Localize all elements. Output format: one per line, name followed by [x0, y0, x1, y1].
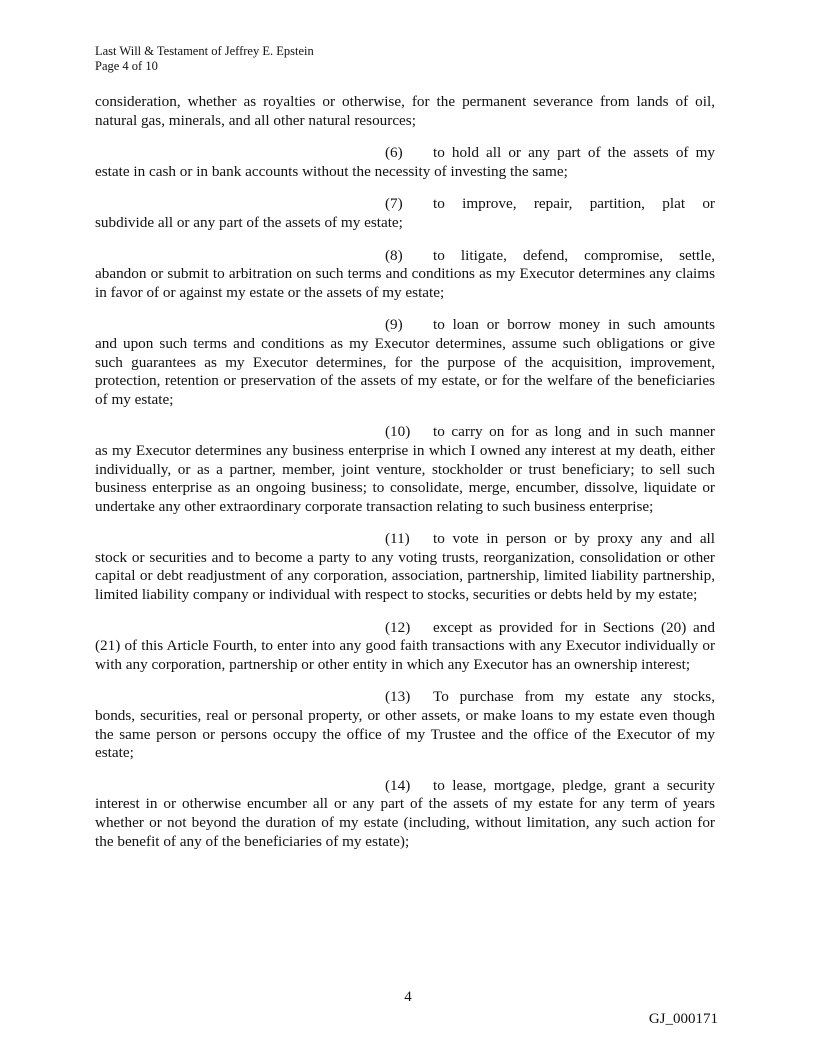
paragraph-body-text: bonds, securities, real or personal property, or other assets, or make loans to my estate even though the same person or persons occupy the office of my Trustee and the office of the Executor of my estate;: [95, 707, 715, 762]
bates-number: GJ_000171: [648, 1011, 718, 1027]
numbered-paragraph: [95, 316, 715, 409]
document-title: Last Will & Testament of Jeffrey E. Epstein: [95, 44, 314, 58]
paragraph-body-text: (21) of this Article Fourth, to enter into any good faith transactions with any Executor individually or with any corporation, partnership or other entity in which any Executor has an ownership interest;: [95, 637, 715, 673]
paragraph-number: (14): [385, 776, 411, 794]
page-number: 4: [404, 989, 412, 1005]
paragraph-body-text: estate in cash or in bank accounts without the necessity of investing the same;: [95, 162, 568, 180]
paragraph-lead-line: [385, 688, 715, 707]
paragraph-body-text: as my Executor determines any business enterprise in which I owned any interest at my death, either individually, or as a partner, member, joint venture, stockholder or trust beneficiary; to sell such business enterprise as an ongoing business; to consolidate, merge, encumber, dissolve, liquidate or undertake any other extraordinary corporate transaction relating to such business enterprise;: [95, 441, 715, 515]
paragraph-lead-line: [385, 144, 715, 163]
intro-paragraph: consideration, whether as royalties or otherwise, for the permanent severance from lands of oil, natural gas, minerals, and all other natural resources;: [95, 93, 715, 129]
paragraph-lead-text: to litigate, defend, compromise, settle,: [433, 246, 715, 264]
paragraph-lead-line: [385, 247, 715, 266]
paragraph-body-text: and upon such terms and conditions as my Executor determines, assume such obligations or give such guarantees as my Executor determines, for the purpose of the acquisition, improvement, protection, retention or preservation of the assets of my estate, or for the welfare of the beneficiaries of my estate;: [95, 334, 715, 408]
paragraph-lead-line: [385, 195, 715, 214]
paragraph-number: (8): [385, 246, 403, 264]
paragraph-number: (6): [385, 144, 403, 162]
paragraph-lead-line: [385, 619, 715, 638]
paragraph-lead-line: [385, 530, 715, 549]
numbered-paragraph: [95, 195, 715, 232]
paragraph-lead-text: to lease, mortgage, pledge, grant a security: [433, 776, 715, 794]
paragraph-body-text: stock or securities and to become a party to any voting trusts, reorganization, consolidation or other capital or debt readjustment of any corporation, association, partnership, limited liability partnership, limited liability company or individual with respect to stocks, securities or debts held by my estate;: [95, 548, 715, 604]
numbered-paragraph: [95, 144, 715, 181]
paragraph-number: (13): [385, 688, 411, 706]
numbered-paragraph: [95, 247, 715, 303]
paragraph-number: (9): [385, 316, 403, 334]
numbered-paragraph: [95, 530, 715, 604]
numbered-paragraph: [95, 423, 715, 516]
paragraph-list: [95, 144, 715, 851]
paragraph-lead-text: to loan or borrow money in such amounts: [433, 316, 715, 334]
page-indicator: Page 4 of 10: [95, 59, 158, 73]
paragraph-number: (11): [385, 530, 410, 548]
paragraph-body-text: abandon or submit to arbitration on such terms and conditions as my Executor determines any claims in favor of or against my estate or the assets of my estate;: [95, 265, 715, 301]
paragraph-lead-text: To purchase from my estate any stocks,: [433, 688, 715, 706]
numbered-paragraph: [95, 688, 715, 762]
paragraph-lead-text: except as provided for in Sections (20) and: [433, 618, 715, 636]
paragraph-body-text: subdivide all or any part of the assets of my estate;: [95, 213, 403, 231]
paragraph-number: (7): [385, 195, 403, 213]
paragraph-lead-text: to hold all or any part of the assets of my: [433, 144, 715, 162]
page-header: [95, 44, 314, 74]
paragraph-lead-text: to vote in person or by proxy any and all: [433, 530, 715, 548]
paragraph-body-text: interest in or otherwise encumber all or any part of the assets of my estate for any term of years whether or not beyond the duration of my estate (including, without limitation, any such action for the benefit of any of the beneficiaries of my estate);: [95, 795, 715, 850]
document-body: [95, 93, 715, 865]
numbered-paragraph: [95, 777, 715, 851]
paragraph-lead-line: [385, 777, 715, 796]
paragraph-lead-line: [385, 316, 715, 335]
paragraph-lead-text: to carry on for as long and in such manner: [433, 423, 715, 441]
numbered-paragraph: [95, 619, 715, 675]
paragraph-number: (10): [385, 423, 411, 441]
paragraph-lead-line: [385, 423, 715, 442]
paragraph-number: (12): [385, 618, 411, 636]
paragraph-lead-text: to improve, repair, partition, plat or: [433, 195, 715, 213]
